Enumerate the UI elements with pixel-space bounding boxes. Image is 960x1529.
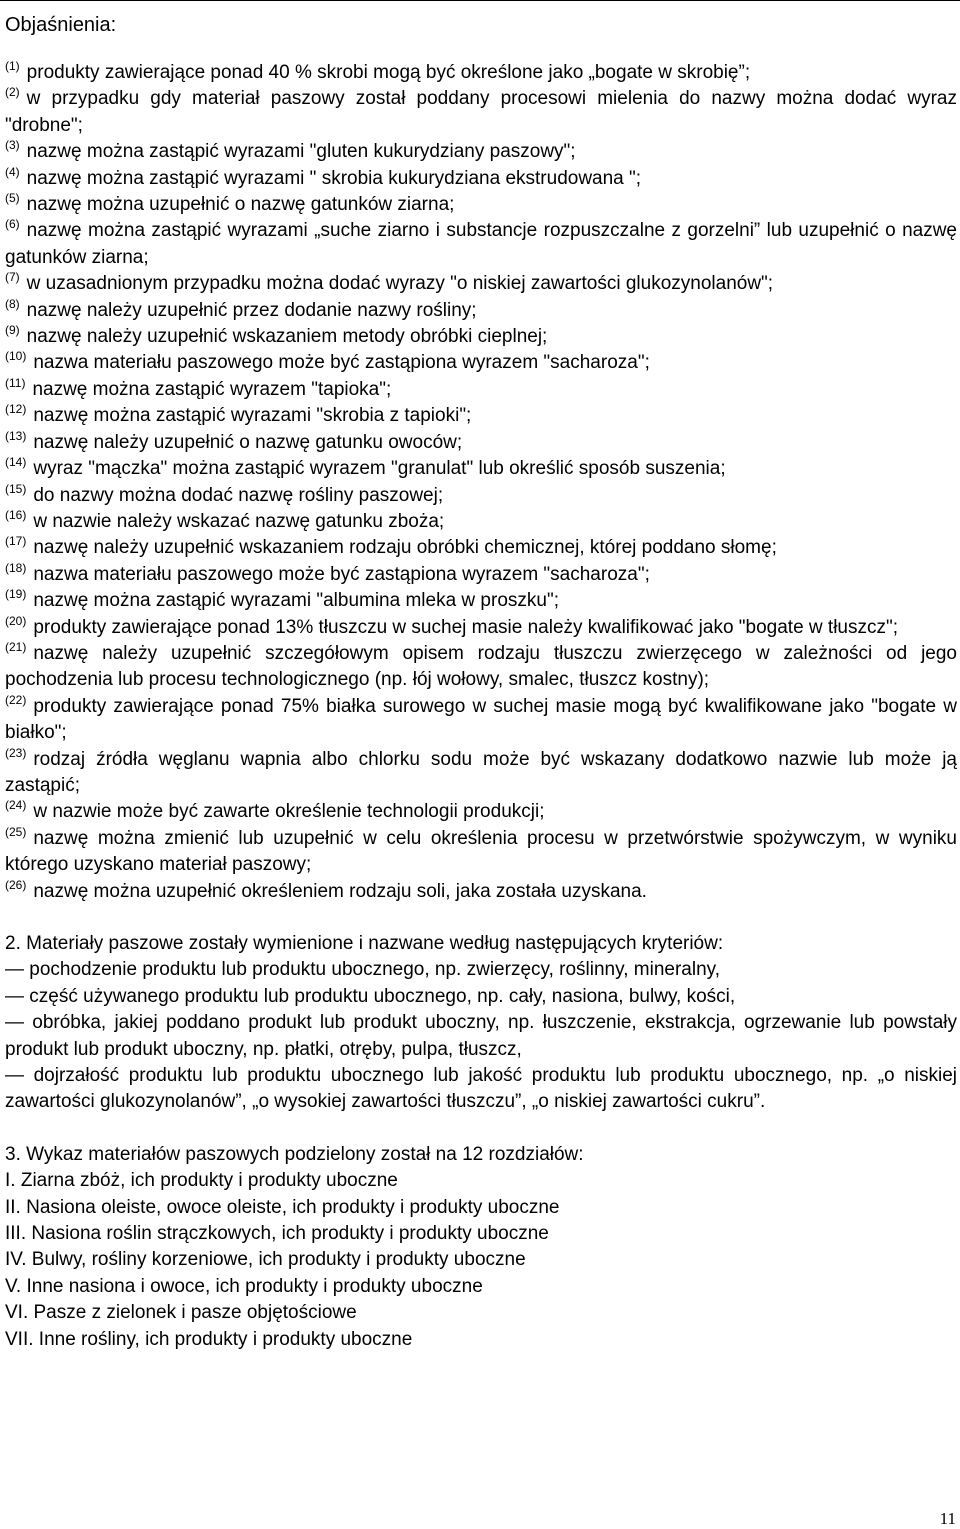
footnote-number: (11) [5,375,26,390]
footnote-item [5,298,957,324]
footnote-item [5,192,957,218]
chapter-list [5,1168,957,1353]
criteria-item: — pochodzenie produktu lub produktu ubocznego, np. zwierzęcy, roślinny, mineralny, [5,959,721,981]
footnote-number: (14) [5,455,27,470]
footnote-number: (2) [5,85,20,100]
footnote-number: (4) [5,164,20,179]
page-number: 11 [939,1509,956,1528]
footnote-number: (20) [5,613,27,628]
footnote-number: (5) [5,191,20,206]
document-page [5,10,957,1353]
footnote-item [5,403,957,429]
footnote-number: (19) [5,587,27,602]
footnote-item [5,799,957,825]
footnote-text: nazwę należy uzupełnić przez dodanie nazwy rośliny; [26,299,477,321]
footnote-item [5,562,957,588]
chapter-item: IV. Bulwy, rośliny korzeniowe, ich produkty i produkty uboczne [5,1249,526,1271]
footnote-text: nazwę należy uzupełnić wskazaniem rodzaju obróbki chemicznej, której poddano słomę; [33,537,777,559]
footnote-item [5,350,957,376]
footnote-number: (8) [5,296,20,311]
footnote-item [5,615,957,641]
footnote-text: w uzasadnionym przypadku można dodać wyrazy "o niskiej zawartości glukozynolanów"; [26,273,774,295]
footnote-item [5,271,957,297]
criteria-list [5,957,957,1115]
chapters-intro: 3. Wykaz materiałów paszowych podzielony został na 12 rozdziałów: [5,1143,584,1165]
footnote-text: produkty zawierające ponad 13% tłuszczu w suchej masie należy kwalifikować jako "bogate w tłuszcz"; [33,616,899,638]
footnote-number: (21) [5,639,27,654]
footnote-number: (16) [5,507,27,522]
footnote-item [5,747,957,800]
footnote-text: nazwę można uzupełnić określeniem rodzaju soli, jaka została uzyskana. [33,880,647,902]
footnote-item [5,86,957,139]
criteria-item: — obróbka, jakiej poddano produkt lub produkt uboczny, np. łuszczenie, ekstrakcja, ogrzewanie lub powstały produkt lub produkt uboczny, np. płatki, otręby, pulpa, tłuszcz, [5,1012,957,1060]
footnote-number: (3) [5,138,20,153]
footnote-number: (13) [5,428,27,443]
footnote-text: nazwę można zastąpić wyrazami „suche ziarno i substancje rozpuszczalne z gorzelni” lub uzupełnić o nazwę gatunków ziarna; [5,220,957,268]
chapter-item: VII. Inne rośliny, ich produkty i produkty uboczne [5,1328,413,1350]
footnote-text: nazwę należy uzupełnić szczegółowym opisem rodzaju tłuszczu zwierzęcego w zależności od jego pochodzenia lub procesu technologicznego (np. łój wołowy, smalec, tłuszcz kostny); [5,642,957,691]
footnote-text: nazwa materiału paszowego może być zastąpiona wyrazem "sacharoza"; [33,563,650,585]
footnote-item [5,377,957,403]
footnote-number: (24) [5,798,27,813]
footnote-text: w nazwie należy wskazać nazwę gatunku zboża; [33,510,445,532]
footnote-item [5,483,957,509]
footnote-number: (15) [5,481,27,496]
footnote-text: w nazwie może być zawarte określenie technologii produkcji; [33,801,545,823]
footnote-number: (22) [5,692,27,707]
criteria-item: — część używanego produktu lub produktu ubocznego, np. cały, nasiona, bulwy, kości, [5,985,736,1007]
footnote-item [5,139,957,165]
footnote-text: nazwa materiału paszowego może być zastąpiona wyrazem "sacharoza"; [33,352,650,374]
footnote-number: (23) [5,745,27,760]
footnote-text: w przypadku gdy materiał paszowy został poddany procesowi mielenia do nazwy można dodać wyraz "drobne"; [5,88,957,136]
footnote-text: nazwę można uzupełnić o nazwę gatunków ziarna; [26,194,455,216]
footnote-text: do nazwy można dodać nazwę rośliny paszowej; [33,484,444,506]
footnote-item [5,588,957,614]
footnote-item [5,879,957,905]
footnote-item [5,218,957,271]
footnote-number: (26) [5,877,27,892]
footnote-text: nazwę można zastąpić wyrazami "skrobia z tapioki"; [33,405,472,427]
footnote-item [5,166,957,192]
footnote-number: (25) [5,824,27,839]
footnote-item [5,641,957,694]
footnote-text: produkty zawierające ponad 75% białka surowego w suchej masie mogą być kwalifikowane jako "bogate w białko"; [5,695,957,744]
footnote-number: (12) [5,402,27,417]
footnote-text: nazwę można zastąpić wyrazem "tapioka"; [32,378,392,400]
footnote-number: (7) [5,270,20,285]
chapters-section [5,1142,957,1353]
footnote-text: produkty zawierające ponad 40 % skrobi mogą być określone jako „bogate w skrobię”; [26,62,751,83]
footnote-number: (17) [5,534,27,549]
footnote-item [5,694,957,747]
chapter-item: II. Nasiona oleiste, owoce oleiste, ich produkty i produkty uboczne [5,1196,560,1218]
footnote-number: (9) [5,323,20,338]
footnote-list [5,60,957,905]
footnote-item [5,826,957,879]
criteria-section [5,931,957,1116]
footnote-item [5,535,957,561]
chapter-item: I. Ziarna zbóż, ich produkty i produkty uboczne [5,1170,398,1192]
chapter-item: III. Nasiona roślin strączkowych, ich produkty i produkty uboczne [5,1223,549,1245]
page-heading: Objaśnienia: [5,14,117,36]
footnote-item [5,509,957,535]
footnote-text: nazwę można zmienić lub uzupełnić w celu określenia procesu w przetwórstwie spożywczym, w wyniku którego uzyskano materiał paszowy; [5,827,957,876]
footnote-text: wyraz "mączka" można zastąpić wyrazem "granulat" lub określić sposób suszenia; [33,458,726,480]
criteria-item: — dojrzałość produktu lub produktu ubocznego lub jakość produktu lub produktu ubocznego, np. „o niskiej zawartości glukozynolanów”, „o wysokiej zawartości tłuszczu”, „o niskiej zawartości cukru”. [5,1065,957,1113]
footnote-text: nazwę należy uzupełnić o nazwę gatunku owoców; [33,431,463,453]
footnote-item [5,430,957,456]
chapter-item: V. Inne nasiona i owoce, ich produkty i produkty uboczne [5,1275,483,1297]
top-rule [0,0,960,1]
footnote-text: nazwę można zastąpić wyrazami " skrobia kukurydziana ekstrudowana "; [26,167,642,189]
footnote-item [5,324,957,350]
footnote-number: (10) [5,349,27,364]
footnote-text: nazwę można zastąpić wyrazami "gluten kukurydziany paszowy"; [26,141,576,163]
footnote-text: nazwę należy uzupełnić wskazaniem metody obróbki cieplnej; [26,326,548,348]
footnote-text: nazwę można zastąpić wyrazami "albumina mleka w proszku"; [33,590,559,612]
footnote-number: (6) [5,217,20,232]
footnote-item [5,456,957,482]
footnote-text: rodzaj źródła węglanu wapnia albo chlorku sodu może być wskazany dodatkowo nazwie lub może ją zastąpić; [5,748,957,796]
criteria-intro: 2. Materiały paszowe zostały wymienione i nazwane według następujących kryteriów: [5,933,724,954]
chapter-item: VI. Pasze z zielonek i pasze objętościowe [5,1302,357,1324]
footnote-item [5,60,957,86]
footnote-number: (18) [5,560,27,575]
footnote-number: (1) [5,59,20,73]
